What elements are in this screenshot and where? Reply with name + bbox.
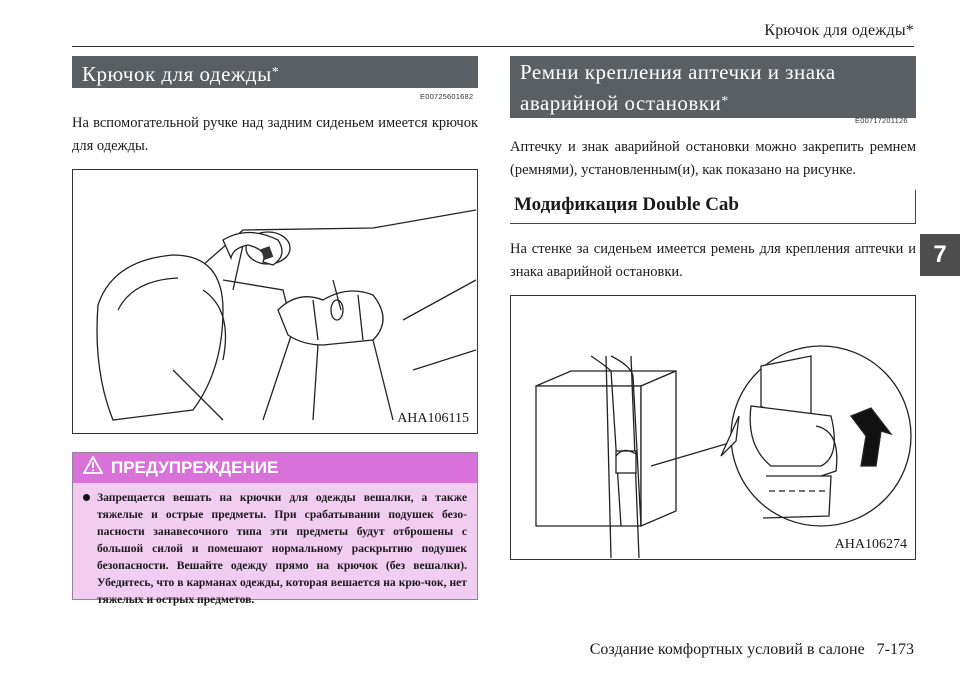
section-title-first-aid-straps: [510, 56, 916, 118]
bullet-icon: [83, 494, 90, 501]
warning-text: Запрещается вешать на крючки для одежды вешалки, а также тяжелые и острые предметы. При срабатывании подушек безо-пасности занавесочного типа эти предметы будут отброшены с большой силой и помешают нормальному раскрытию подушек безопасности. Вешайте одежду прямо на крючок (без вешалки). Убедитесь, что в карманах одежды, которая вешается на крю-чок, нет тяжелых и острых предметов.: [97, 491, 467, 606]
section-title-clothes-hook: [72, 56, 478, 88]
warning-triangle-icon: [83, 454, 103, 484]
top-rule: [72, 46, 914, 47]
paragraph-straps: Аптечку и знак аварийной остановки можно закрепить ремнем (ремнями), установленным(и), как показано на рисунке.: [510, 139, 916, 178]
strap-illustration: [511, 296, 914, 558]
section-title-line1: Ремни крепления аптечки и знака: [520, 60, 836, 84]
warning-header: [73, 453, 477, 483]
figure-label: AHA106274: [834, 537, 907, 552]
section-title-text: Крючок для одежды: [82, 62, 272, 86]
paragraph-hook: На вспомогательной ручке над задним сиденьем имеется крючок для одежды.: [72, 115, 478, 154]
warning-body: [73, 483, 477, 614]
section-code: E00717201126: [855, 116, 908, 125]
figure-rear-seat-hook: [72, 169, 478, 434]
warning-title: ПРЕДУПРЕЖДЕНИЕ: [111, 458, 279, 477]
page-number: 7-173: [876, 641, 914, 658]
subheading-double-cab: Модификация Double Cab: [510, 190, 916, 224]
footer-section: Создание комфортных условий в салоне: [589, 641, 865, 658]
figure-strap: [510, 295, 916, 560]
chapter-tab: 7: [920, 234, 960, 276]
optional-star: *: [721, 94, 729, 109]
running-title: Крючок для одежды*: [764, 22, 914, 39]
page-footer: [590, 641, 914, 659]
paragraph-double-cab: На стенке за сиденьем имеется ремень для крепления аптечки и знака аварийной остановки.: [510, 241, 916, 280]
figure-label: AHA106115: [397, 411, 469, 426]
section-title-line2: аварийной остановки: [520, 91, 722, 115]
rear-seat-illustration: [73, 170, 476, 432]
warning-box: [72, 452, 478, 606]
optional-star: *: [271, 65, 280, 80]
section-code: E00725601682: [420, 92, 474, 101]
